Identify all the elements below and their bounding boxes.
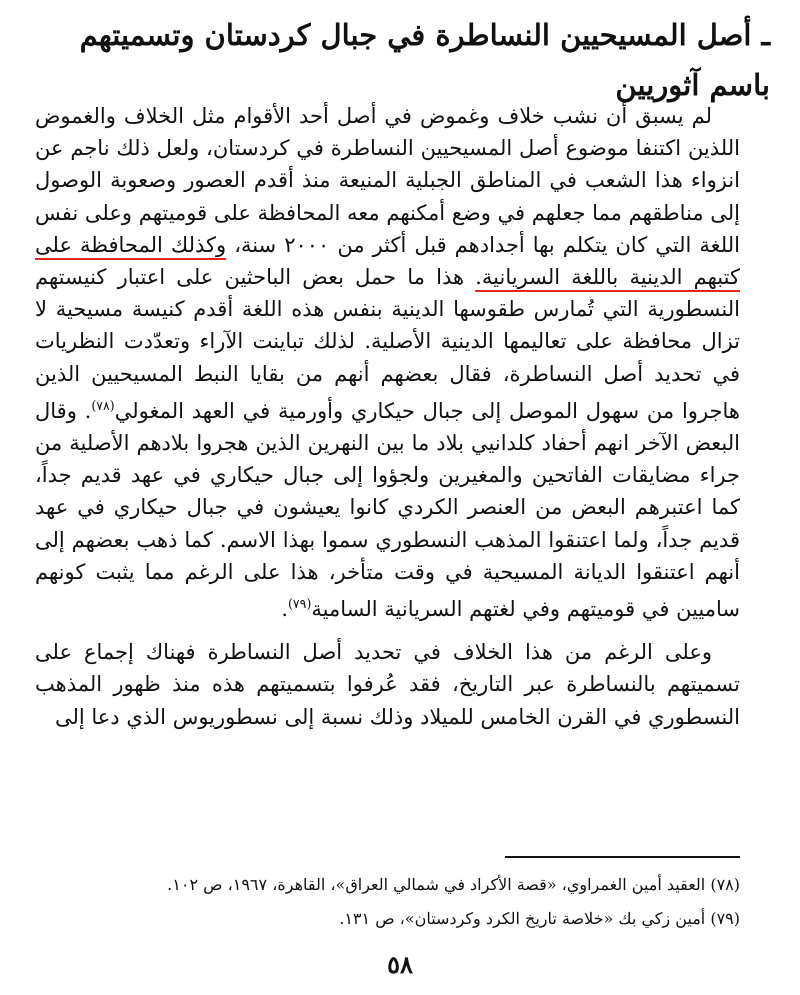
body-text: [35, 100, 740, 733]
underlined-sentence: وكذلك المحافظة على كتبهم الدينية باللغة السريانية.: [35, 232, 740, 290]
footnote-ref-79: (٧٩): [288, 596, 312, 612]
paragraph-1-part-2: هذا ما حمل بعض الباحثين على اعتبار كنيستهم النسطورية التي تُمارس طقوسها الدينية بنفس هذه اللغة أقدم كنيسة مسيحية لا تزال محافظة على تعاليمها الدينية الأصلية. لذلك تباينت الآراء وتعدّدت النظريات في تحديد أصل النساطرة، فقال بعضهم أنهم من بقايا النبط المسيحيين الذين هاجروا من سهول الموصل إلى جبال حيكاري وأورمية في العهد المغولي: [35, 265, 740, 423]
footnote-78: (٧٨) العقيد أمين الغمراوي، «قصة الأكراد في شمالي العراق»، القاهرة، ١٩٦٧، ص ١٠٢.: [167, 875, 740, 894]
paragraph-1-end: .: [281, 597, 288, 622]
footnote-ref-78: (٧٨): [91, 397, 115, 413]
paragraph-1: [35, 100, 740, 625]
footnote-79: (٧٩) أمين زكي بك «خلاصة تاريخ الكرد وكردستان»، ص ١٣١.: [339, 909, 740, 928]
section-heading: ـ أصل المسيحيين النساطرة في جبال كردستان وتسميتهم باسم آثوريين: [79, 18, 770, 102]
paragraph-1-part-1: لم يسبق أن نشب خلاف وغموض في أصل أحد الأقوام مثل الخلاف والغموض اللذين اكتنفا موضوع أصل المسيحيين النساطرة في كردستان، ولعل ذلك ناجم عن انزواء هذا الشعب في المناطق الجبلية المنيعة منذ أقدم العصور وصعوبة الوصول إلى مناطقهم مما جعلهم في وضع أمكنهم معه المحافظة على قوميتهم وعلى نفس اللغة التي كان يتكلم بها أجدادهم قبل أكثر من ٢٠٠٠ سنة،: [35, 104, 740, 257]
paragraph-1-part-3: . وقال البعض الآخر انهم أحفاد كلدانيي بلاد ما بين النهرين الذين هجروا بلادهم الأصلية من جراء مضايقات الفاتحين والمغيرين ولجؤوا إلى جبال حيكاري في عهد قديم جداً، كما اعتبرهم البعض من العنصر الكردي كانوا يعيشون في جبال حيكاري في عهد قديم جداً، ولما اعتنقوا المذهب النسطوري سموا بهذا الاسم. كما ذهب بعضهم إلى أنهم اعتنقوا الديانة المسيحية في وقت متأخر، هذا على الرغم مما يثبت كونهم ساميين في قوميتهم وفي لغتهم السريانية السامية: [35, 398, 740, 622]
paragraph-2: وعلى الرغم من هذا الخلاف في تحديد أصل النساطرة فهناك إجماع على تسميتهم بالنساطرة عبر التاريخ، فقد عُرفوا بتسميتهم هذه منذ ظهور المذهب النسطوري في القرن الخامس للميلاد وذلك نسبة إلى نسطوريوس الذي دعا إلى: [35, 640, 740, 729]
footnote-divider: [505, 856, 740, 858]
footnotes: [35, 868, 740, 936]
page-number: ٥٨: [387, 950, 413, 979]
